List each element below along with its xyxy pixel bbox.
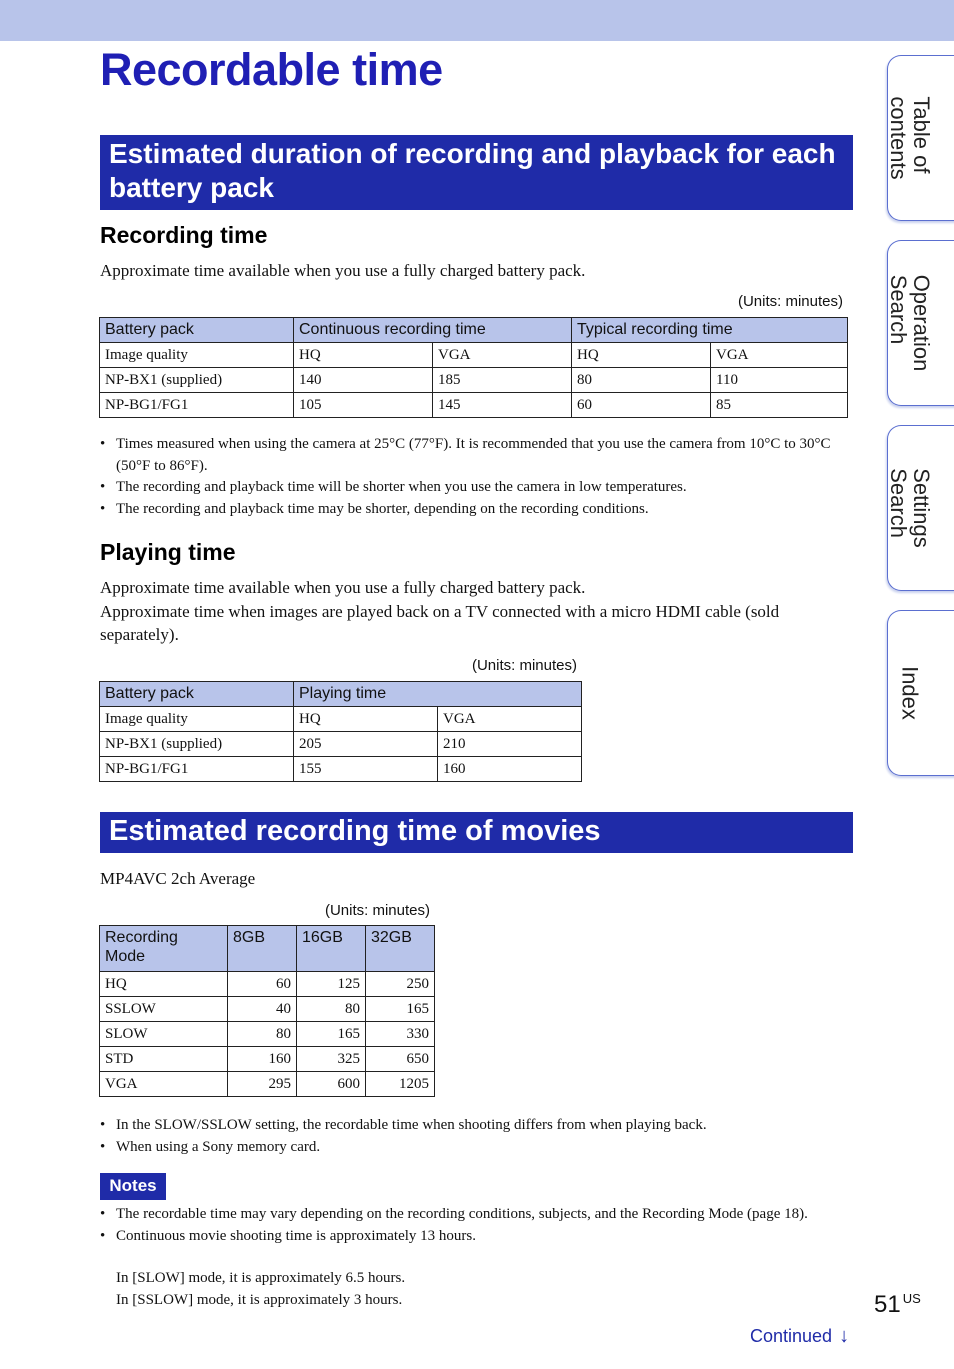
table-cell: 145 [433, 393, 572, 418]
tab-label: Settings Search [886, 468, 934, 548]
table-cell: 330 [366, 1022, 435, 1047]
table-cell: 210 [438, 732, 582, 757]
continued-link[interactable] [750, 1325, 849, 1348]
table-cell: 165 [366, 997, 435, 1022]
list-item: • In the SLOW/SSLOW setting, the recordable time when shooting differs from when playing back. [100, 1115, 852, 1137]
header-cell: Battery pack [100, 318, 294, 343]
table-cell: NP-BX1 (supplied) [100, 368, 294, 393]
table-cell: 160 [438, 757, 582, 782]
tab-table-of-contents[interactable] [887, 55, 954, 221]
recording-time-intro: Approximate time available when you use a fully charged battery pack. [100, 261, 586, 280]
table-cell: 140 [294, 368, 433, 393]
table-row [100, 393, 848, 418]
top-banner [0, 0, 954, 41]
table-row [100, 732, 582, 757]
table-cell: 60 [572, 393, 711, 418]
down-arrow-icon: ↓ [839, 1325, 850, 1347]
header-cell: 16GB [297, 926, 366, 972]
tab-label: Table of contents [886, 96, 934, 180]
table-cell: 125 [297, 972, 366, 997]
table-cell: Image quality [100, 343, 294, 368]
table-cell: 600 [297, 1072, 366, 1097]
page-number-value: 51 [874, 1291, 901, 1318]
table-cell: VGA [100, 1072, 228, 1097]
tab-label: Index [897, 666, 923, 720]
section-heading-movies: Estimated recording time of movies [100, 812, 853, 853]
list-item: • The recordable time may vary depending on the recording conditions, subjects, and the Recording Mode (page 18). [100, 1204, 852, 1226]
table-row [100, 1022, 435, 1047]
header-cell: Typical recording time [572, 318, 848, 343]
list-item: • The recording and playback time may be shorter, depending on the recording conditions. [100, 499, 852, 521]
page-title: Recordable time [100, 44, 443, 95]
recording-notes-list [100, 434, 852, 520]
notes-line: In [SLOW] mode, it is approximately 6.5 hours. [116, 1270, 406, 1286]
playing-time-table [99, 681, 582, 782]
table-cell: NP-BG1/FG1 [100, 393, 294, 418]
notes-list [100, 1204, 852, 1247]
table-cell: 325 [297, 1047, 366, 1072]
table-cell: HQ [294, 707, 438, 732]
notes-badge: Notes [100, 1173, 166, 1200]
page-number [874, 1291, 921, 1319]
playing-units: (Units: minutes) [471, 657, 577, 674]
table-cell: 80 [572, 368, 711, 393]
header-cell: Playing time [294, 682, 582, 707]
table-cell: 295 [228, 1072, 297, 1097]
table-cell: 80 [228, 1022, 297, 1047]
table-row [100, 368, 848, 393]
table-row [100, 972, 435, 997]
tab-label: Operation Search [886, 274, 934, 372]
table-header-row [100, 926, 435, 972]
tab-settings-search[interactable] [887, 425, 954, 591]
page-suffix: US [902, 1291, 921, 1306]
list-item: • Times measured when using the camera at 25°C (77°F). It is recommended that you use the camera from 10°C to 30°C (50°F to 86°F). [100, 434, 852, 477]
movie-units: (Units: minutes) [324, 902, 430, 919]
movie-recording-table [99, 925, 435, 1097]
table-cell: 105 [294, 393, 433, 418]
table-row [100, 343, 848, 368]
table-cell: Image quality [100, 707, 294, 732]
tab-operation-search[interactable] [887, 240, 954, 406]
table-cell: 250 [366, 972, 435, 997]
table-header-row [100, 318, 848, 343]
table-cell: 205 [294, 732, 438, 757]
header-cell: Recording Mode [100, 926, 228, 972]
recording-time-heading: Recording time [100, 222, 268, 248]
table-cell: VGA [711, 343, 848, 368]
tab-index[interactable] [887, 610, 954, 776]
section-heading-battery: Estimated duration of recording and playback for each battery pack [100, 135, 853, 210]
movie-format-label: MP4AVC 2ch Average [100, 869, 256, 888]
table-row [100, 997, 435, 1022]
table-cell: 110 [711, 368, 848, 393]
table-row [100, 707, 582, 732]
table-cell: HQ [294, 343, 433, 368]
movie-notes-list [100, 1115, 852, 1158]
continued-label: Continued [750, 1326, 833, 1346]
header-cell: Continuous recording time [294, 318, 572, 343]
list-item: • The recording and playback time will be shorter when you use the camera in low temperatures. [100, 477, 852, 499]
table-cell: VGA [433, 343, 572, 368]
table-header-row [100, 682, 582, 707]
table-cell: 185 [433, 368, 572, 393]
recording-time-table [99, 317, 848, 418]
header-cell: 32GB [366, 926, 435, 972]
table-row [100, 1072, 435, 1097]
table-cell: HQ [572, 343, 711, 368]
table-cell: 165 [297, 1022, 366, 1047]
table-cell: 155 [294, 757, 438, 782]
playing-time-intro-2: Approximate time when images are played back on a TV connected with a micro HDMI cable (sold separately). [100, 602, 780, 644]
list-item: • Continuous movie shooting time is approximately 13 hours. [100, 1226, 852, 1248]
table-cell: 40 [228, 997, 297, 1022]
table-cell: 60 [228, 972, 297, 997]
table-cell: 1205 [366, 1072, 435, 1097]
table-cell: NP-BX1 (supplied) [100, 732, 294, 757]
table-cell: HQ [100, 972, 228, 997]
table-cell: 160 [228, 1047, 297, 1072]
playing-time-heading: Playing time [100, 539, 236, 565]
table-cell: NP-BG1/FG1 [100, 757, 294, 782]
playing-time-intro-1: Approximate time available when you use a fully charged battery pack. [100, 578, 586, 597]
table-cell: 85 [711, 393, 848, 418]
table-cell: 80 [297, 997, 366, 1022]
table-row [100, 757, 582, 782]
header-cell: Battery pack [100, 682, 294, 707]
table-row [100, 1047, 435, 1072]
header-cell: 8GB [228, 926, 297, 972]
notes-line: In [SSLOW] mode, it is approximately 3 hours. [116, 1292, 403, 1308]
table-cell: STD [100, 1047, 228, 1072]
table-cell: SSLOW [100, 997, 228, 1022]
table-cell: VGA [438, 707, 582, 732]
recording-units: (Units: minutes) [737, 293, 843, 310]
table-cell: SLOW [100, 1022, 228, 1047]
list-item: • When using a Sony memory card. [100, 1137, 852, 1159]
table-cell: 650 [366, 1047, 435, 1072]
